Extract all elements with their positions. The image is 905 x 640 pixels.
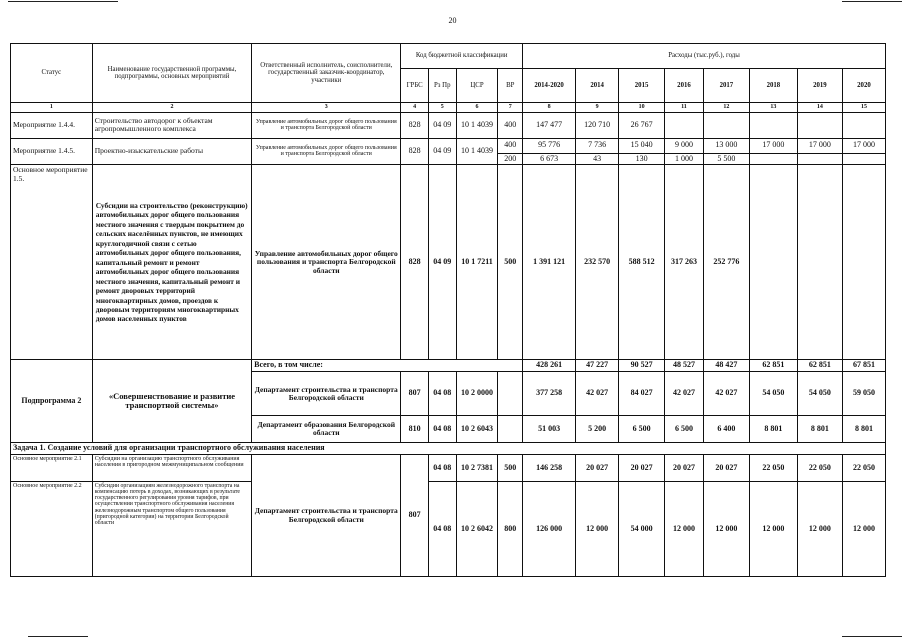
header-year: 2014 — [576, 69, 619, 103]
header-year: 2014-2020 — [523, 69, 576, 103]
cell-value: 130 — [619, 153, 665, 165]
cell-value: 20 027 — [576, 455, 619, 482]
header-year: 2020 — [842, 69, 885, 103]
cell-value: 15 040 — [619, 138, 665, 153]
cell-csr: 10 1 4039 — [456, 112, 498, 138]
cell-value: 12 000 — [703, 482, 749, 577]
top-rule-right — [842, 1, 902, 2]
cell-value: 43 — [576, 153, 619, 165]
row-m144 — [11, 112, 886, 138]
cell-value: 95 776 — [523, 138, 576, 153]
cell-value: 5 500 — [703, 153, 749, 165]
cell-value: 7 736 — [576, 138, 619, 153]
cell-rzpr: 04 08 — [428, 482, 456, 577]
cell-value: 22 050 — [842, 455, 885, 482]
row-status: Подпрограмма 2 — [11, 360, 93, 443]
cell-rzpr: 04 09 — [428, 138, 456, 165]
row-executor: Управление автомобильных дорог общего пользования и транспорта Белгородской области — [252, 112, 401, 138]
header-program: Наименование государственной программы, подпрограммы, основных мероприятий — [92, 44, 251, 103]
cell-value: 47 227 — [576, 360, 619, 372]
cell-value: 5 200 — [576, 416, 619, 443]
row-om15 — [11, 165, 886, 360]
header-year: 2017 — [703, 69, 749, 103]
cell-value — [749, 153, 797, 165]
cell-value: 62 851 — [749, 360, 797, 372]
cell-value — [797, 112, 842, 138]
cell-csr: 10 2 6043 — [456, 416, 498, 443]
cell-rzpr: 04 08 — [428, 416, 456, 443]
cell-value: 22 050 — [749, 455, 797, 482]
cell-value: 6 500 — [619, 416, 665, 443]
cell-rzpr: 04 08 — [428, 455, 456, 482]
cell-vr: 800 — [498, 482, 523, 577]
cell-value: 9 000 — [665, 138, 704, 153]
cell-value: 67 851 — [842, 360, 885, 372]
cell-value: 51 003 — [523, 416, 576, 443]
cell-value — [749, 165, 797, 360]
cell-value: 6 673 — [523, 153, 576, 165]
col-number: 11 — [665, 103, 704, 113]
row-status: Мероприятие 1.4.4. — [11, 112, 93, 138]
column-number-row — [11, 103, 886, 113]
col-number: 7 — [498, 103, 523, 113]
cell-value — [797, 165, 842, 360]
cell-value: 1 000 — [665, 153, 704, 165]
cell-value: 62 851 — [797, 360, 842, 372]
cell-value: 13 000 — [703, 138, 749, 153]
cell-value: 48 527 — [665, 360, 704, 372]
page-number: 20 — [448, 16, 457, 25]
cell-value: 6 400 — [703, 416, 749, 443]
cell-vr: 400 — [498, 112, 523, 138]
cell-value: 42 027 — [703, 372, 749, 416]
row-name: Строительство автодорог к объектам агропромышленного комплекса — [92, 112, 251, 138]
cell-csr: 10 2 6042 — [456, 482, 498, 577]
cell-value: 42 027 — [576, 372, 619, 416]
header-year: 2016 — [665, 69, 704, 103]
bottom-rule-right — [842, 636, 902, 637]
row-sub2-total — [11, 360, 886, 372]
header-expenses: Расходы (тыс.руб.), годы — [523, 44, 886, 69]
cell-grbs: 807 — [401, 372, 429, 416]
cell-value — [749, 112, 797, 138]
cell-value — [797, 153, 842, 165]
cell-value: 90 527 — [619, 360, 665, 372]
col-number: 15 — [842, 103, 885, 113]
total-label: Всего, в том числе: — [252, 360, 523, 372]
cell-value: 20 027 — [665, 455, 704, 482]
cell-value: 377 258 — [523, 372, 576, 416]
row-status: Основное мероприятие 1.5. — [11, 165, 93, 360]
cell-csr: 10 2 7381 — [456, 455, 498, 482]
cell-grbs: 828 — [401, 112, 429, 138]
row-executor: Управление автомобильных дорог общего пользования и транспорта Белгородской области — [252, 165, 401, 360]
row-status: Основное мероприятие 2.1 — [11, 455, 93, 482]
cell-value: 147 477 — [523, 112, 576, 138]
col-number: 10 — [619, 103, 665, 113]
cell-vr: 500 — [498, 165, 523, 360]
header-csr: ЦСР — [456, 69, 498, 103]
col-number: 6 — [456, 103, 498, 113]
cell-value: 12 000 — [842, 482, 885, 577]
header-executor: Ответственный исполнитель, соисполнители, государственный заказчик-координатор, участники — [252, 44, 401, 103]
header-grbs: ГРБС — [401, 69, 429, 103]
col-number: 1 — [11, 103, 93, 113]
col-number: 14 — [797, 103, 842, 113]
cell-value: 588 512 — [619, 165, 665, 360]
cell-vr — [498, 372, 523, 416]
cell-value: 126 000 — [523, 482, 576, 577]
cell-value: 26 767 — [619, 112, 665, 138]
col-number: 9 — [576, 103, 619, 113]
row-executor: Департамент строительства и транспорта Белгородской области — [252, 455, 401, 577]
row-executor: Управление автомобильных дорог общего пользования и транспорта Белгородской области — [252, 138, 401, 165]
cell-value: 20 027 — [703, 455, 749, 482]
cell-rzpr: 04 09 — [428, 165, 456, 360]
col-number: 4 — [401, 103, 429, 113]
row-om21 — [11, 455, 886, 482]
cell-value: 54 000 — [619, 482, 665, 577]
cell-value: 42 027 — [665, 372, 704, 416]
col-number: 8 — [523, 103, 576, 113]
budget-table — [10, 43, 886, 577]
row-name: Субсидии на организацию транспортного обслуживания населения в пригородном межмуниципальном сообщении — [92, 455, 251, 482]
cell-value: 12 000 — [665, 482, 704, 577]
header-year: 2019 — [797, 69, 842, 103]
row-name: Проектно-изыскательские работы — [92, 138, 251, 165]
cell-rzpr: 04 09 — [428, 112, 456, 138]
header-budget-code: Код бюджетной классификации — [401, 44, 523, 69]
cell-grbs: 807 — [401, 455, 429, 577]
row-status: Основное мероприятие 2.2 — [11, 482, 93, 577]
cell-vr: 200 — [498, 153, 523, 165]
cell-value: 428 261 — [523, 360, 576, 372]
row-executor: Департамент образования Белгородской области — [252, 416, 401, 443]
header-year: 2015 — [619, 69, 665, 103]
cell-value: 8 801 — [842, 416, 885, 443]
task-row — [11, 443, 886, 455]
task-title: Задача 1. Создание условий для организации транспортного обслуживания населения — [11, 443, 886, 455]
row-executor: Департамент строительства и транспорта Белгородской области — [252, 372, 401, 416]
cell-value: 317 263 — [665, 165, 704, 360]
cell-value: 84 027 — [619, 372, 665, 416]
cell-value: 59 050 — [842, 372, 885, 416]
cell-value — [665, 112, 704, 138]
row-name: Субсидии организациям железнодорожного транспорта на компенсацию потерь в доходах, возникающих в результате государственного регулирования уровня тарифов, при осуществлении транспортного обслуживания населения железнодорожным транспортом общего пользования (пригородной категории) на территории Белгородской области — [92, 482, 251, 577]
header-row-1 — [11, 44, 886, 69]
cell-rzpr: 04 08 — [428, 372, 456, 416]
row-name: «Совершенствование и развитие транспортной системы» — [92, 360, 251, 443]
header-year: 2018 — [749, 69, 797, 103]
cell-value — [703, 112, 749, 138]
col-number: 3 — [252, 103, 401, 113]
row-m145-a — [11, 138, 886, 153]
cell-grbs: 828 — [401, 138, 429, 165]
cell-vr — [498, 416, 523, 443]
cell-value: 17 000 — [749, 138, 797, 153]
cell-value: 120 710 — [576, 112, 619, 138]
cell-vr: 500 — [498, 455, 523, 482]
header-rzpr: Рз Пр — [428, 69, 456, 103]
cell-value: 8 801 — [749, 416, 797, 443]
cell-value: 54 050 — [749, 372, 797, 416]
col-number: 12 — [703, 103, 749, 113]
cell-value: 17 000 — [797, 138, 842, 153]
cell-value: 6 500 — [665, 416, 704, 443]
cell-csr: 10 1 7211 — [456, 165, 498, 360]
row-om22 — [11, 482, 886, 577]
cell-vr: 400 — [498, 138, 523, 153]
cell-value: 12 000 — [749, 482, 797, 577]
row-name: Субсидии на строительство (реконструкцию) автомобильных дорог общего пользования местного значения с твердым покрытием до сельских населённых пунктов, не имеющих круглогодичной связи с сетью автомобильных дорог общего пользования, капитальный ремонт и ремонт автомобильных дорог общего пользования местного значения, капитальный ремонт и ремонт дворовых территорий многоквартирных домов, проездов к дворовым территориям многоквартирных домов населенных пунктов — [92, 165, 251, 360]
cell-value: 17 000 — [842, 138, 885, 153]
cell-value: 20 027 — [619, 455, 665, 482]
cell-value: 54 050 — [797, 372, 842, 416]
header-vr: ВР — [498, 69, 523, 103]
col-number: 5 — [428, 103, 456, 113]
cell-grbs: 828 — [401, 165, 429, 360]
cell-grbs: 810 — [401, 416, 429, 443]
cell-value: 22 050 — [797, 455, 842, 482]
bottom-rule-left — [28, 636, 88, 637]
cell-value: 146 258 — [523, 455, 576, 482]
cell-value: 12 000 — [576, 482, 619, 577]
cell-value: 232 570 — [576, 165, 619, 360]
col-number: 2 — [92, 103, 251, 113]
cell-value — [842, 153, 885, 165]
header-status: Статус — [11, 44, 93, 103]
cell-value: 48 427 — [703, 360, 749, 372]
cell-value: 12 000 — [797, 482, 842, 577]
row-status: Мероприятие 1.4.5. — [11, 138, 93, 165]
cell-value — [842, 165, 885, 360]
cell-value: 1 391 121 — [523, 165, 576, 360]
col-number: 13 — [749, 103, 797, 113]
cell-csr: 10 2 0000 — [456, 372, 498, 416]
cell-value: 252 776 — [703, 165, 749, 360]
cell-value — [842, 112, 885, 138]
cell-value: 8 801 — [797, 416, 842, 443]
top-rule-left — [8, 1, 118, 2]
cell-csr: 10 1 4039 — [456, 138, 498, 165]
